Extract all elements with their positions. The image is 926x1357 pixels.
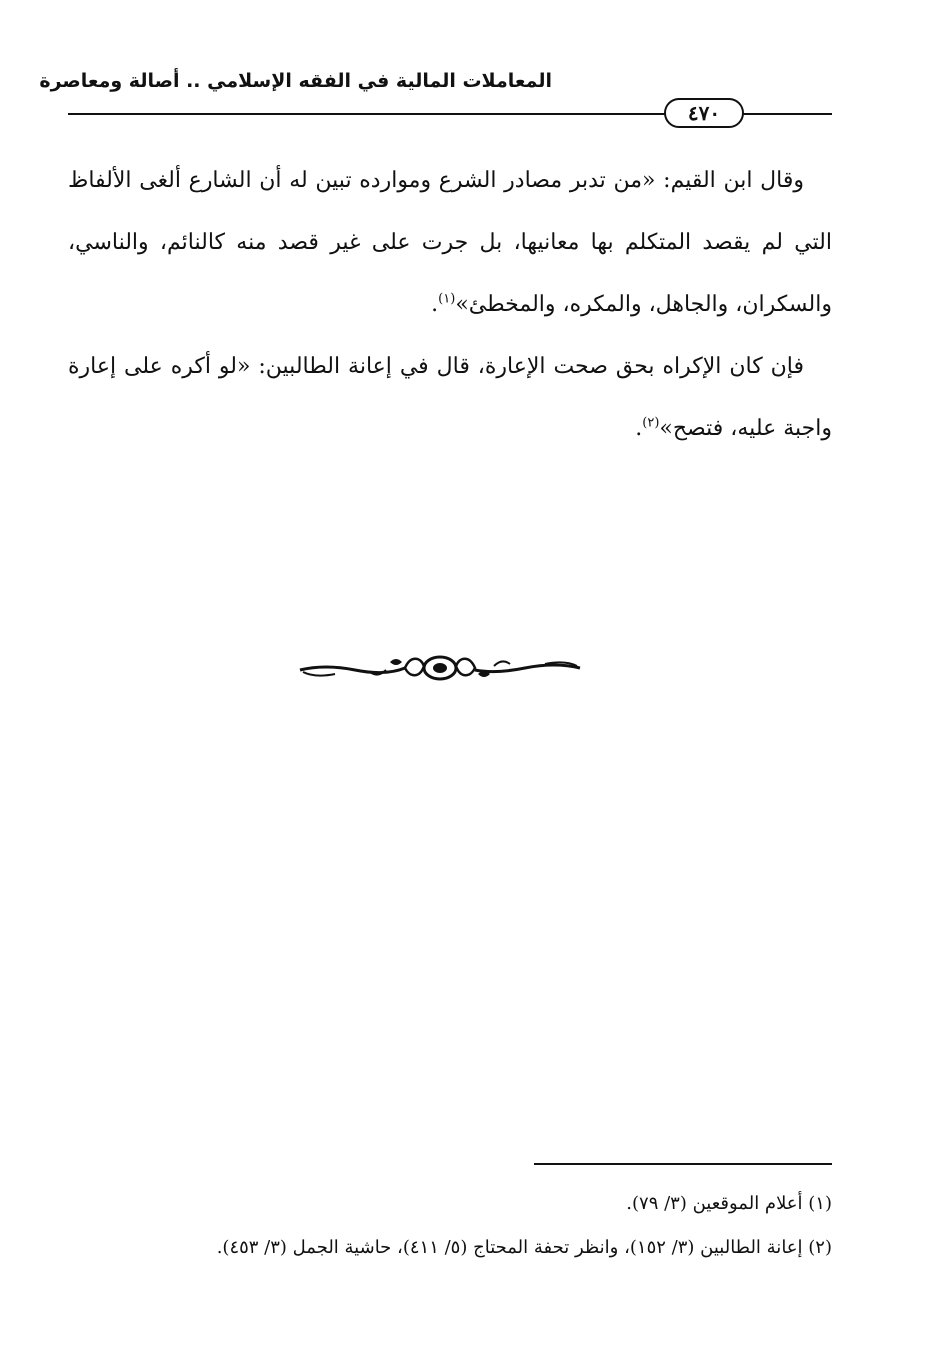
paragraph: فإن كان الإكراه بحق صحت الإعارة، قال في إعانة الطالبين: «لو أكره على إعارة واجبة عليه، فتصح»$^{(٢)}$. — [68, 354, 832, 441]
decorative-divider-icon — [295, 648, 585, 688]
paragraph-text: وقال ابن القيم: «من تدبر مصادر الشرع وموارده تبين له أن الشارع ألغى الألفاظ التي لم يقصد المتكلم بها معانيها، بل جرت على غير قصد منه كالنائم، والناسي، والسكران، والجاهل، والمكره، والمخطئ» — [68, 168, 832, 317]
footnote-reference: (١) — [438, 291, 456, 307]
main-text — [68, 150, 832, 460]
footnotes — [68, 1182, 832, 1270]
running-header-title: المعاملات المالية في الفقه الإسلامي .. أصالة ومعاصرة — [39, 70, 552, 92]
paragraph: وقال ابن القيم: «من تدبر مصادر الشرع وموارده تبين له أن الشارع ألغى الألفاظ التي لم يقصد المتكلم بها معانيها، بل جرت على غير قصد منه كالنائم، والناسي، والسكران، والجاهل، والمكره، والمخطئ»$^{(١)}$. — [68, 168, 832, 317]
footnote-reference: (٢) — [642, 415, 660, 431]
footnote-separator — [534, 1163, 832, 1165]
page-number: ٤٧٠ — [664, 98, 744, 128]
paragraph-text: فإن كان الإكراه بحق صحت الإعارة، قال في إعانة الطالبين: «لو أكره على إعارة واجبة عليه، فتصح» — [68, 354, 832, 441]
footnote: (١) أعلام الموقعين (٣/ ٧٩). — [626, 1193, 832, 1214]
footnote: (٢) إعانة الطالبين (٣/ ١٥٢)، وانظر تحفة المحتاج (٥/ ٤١١)، حاشية الجمل (٣/ ٤٥٣). — [216, 1237, 832, 1258]
